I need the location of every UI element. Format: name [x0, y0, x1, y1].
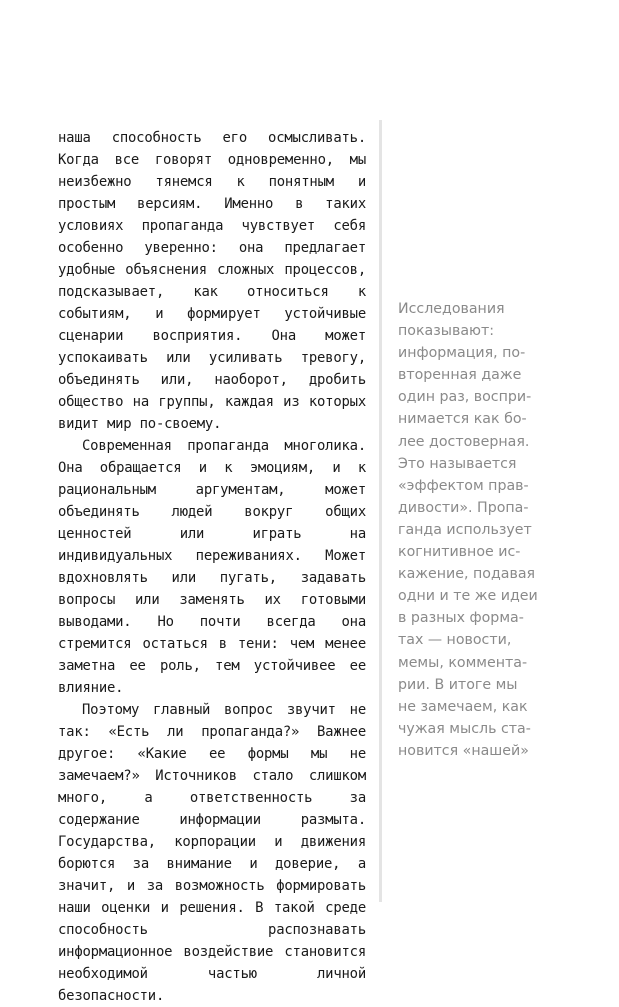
margin-note-line: показывают: [398, 323, 495, 340]
margin-note-line: чужая мысль ста- [398, 720, 531, 737]
paragraph-2: Современная пропаганда многолика. Она обращается и к эмоциям, и к рациональным аргументам, может объединять людей вокруг общих ценностей или играть на индивидуальных переживаниях. Может вдохновлять или пугать, задавать вопросы или заменять их готовыми выводами. Но почти всегда она стремится остаться в тени: чем менее заметна ее роль, тем устойчивее ее влияние. [58, 438, 366, 696]
margin-note-line: не замечаем, как [398, 698, 528, 715]
margin-note-line: дивости». Пропа- [398, 499, 529, 516]
margin-note-line: когнитивное ис- [398, 544, 521, 561]
margin-note-line: рии. В итоге мы [398, 676, 518, 693]
margin-note-line: один раз, воспри- [398, 389, 532, 406]
margin-note-line: «эффектом прав- [398, 477, 529, 494]
margin-note-line: мемы, коммента- [398, 654, 528, 671]
margin-divider [379, 120, 382, 902]
paragraph-1: наша способность его осмысливать. Когда все говорят одновременно, мы неизбежно тянемся к понятным и простым версиям. Именно в таких условиях пропаганда чувствует себя особенно уверенно: она предлагает удобные объяснения сложных процессов, подсказывает, как относиться к событиям, и формирует устойчивые сценарии восприятия. Она может успокаивать или усиливать тревогу, объединять или, наоборот, дробить общество на группы, каждая из которых видит мир по-своему. [58, 130, 366, 432]
margin-note-line: информация, по- [398, 345, 526, 362]
margin-note-line: вторенная даже [398, 367, 522, 384]
margin-note [398, 298, 568, 762]
margin-note-line: тах — новости, [398, 632, 512, 649]
margin-note-line: лее достоверная. [398, 433, 530, 450]
margin-note-line: одни и те же идеи [398, 588, 538, 605]
margin-note-line: Это называется [398, 455, 517, 472]
margin-note-line: кажение, подавая [398, 566, 536, 583]
margin-note-line: Исследования [398, 301, 505, 317]
margin-note-line: ганда использует [398, 521, 532, 538]
margin-note-line: нимается как бо- [398, 411, 527, 428]
margin-note-line: новится «нашей» [398, 742, 529, 759]
margin-note-line: в разных форма- [398, 610, 524, 627]
paragraph-3: Поэтому главный вопрос звучит не так: «Есть ли пропаганда?» Важнее другое: «Какие ее формы мы не замечаем?» Источников стало слишком много, а ответственность за содержание информации размыта. Государства, корпорации и движения борются за внимание и доверие, а значит, и за возможность формировать наши оценки и решения. В такой среде способность распознавать информационное воздействие становится необходимой частью личной безопасности. [58, 702, 366, 1004]
main-text-column [58, 127, 366, 1007]
